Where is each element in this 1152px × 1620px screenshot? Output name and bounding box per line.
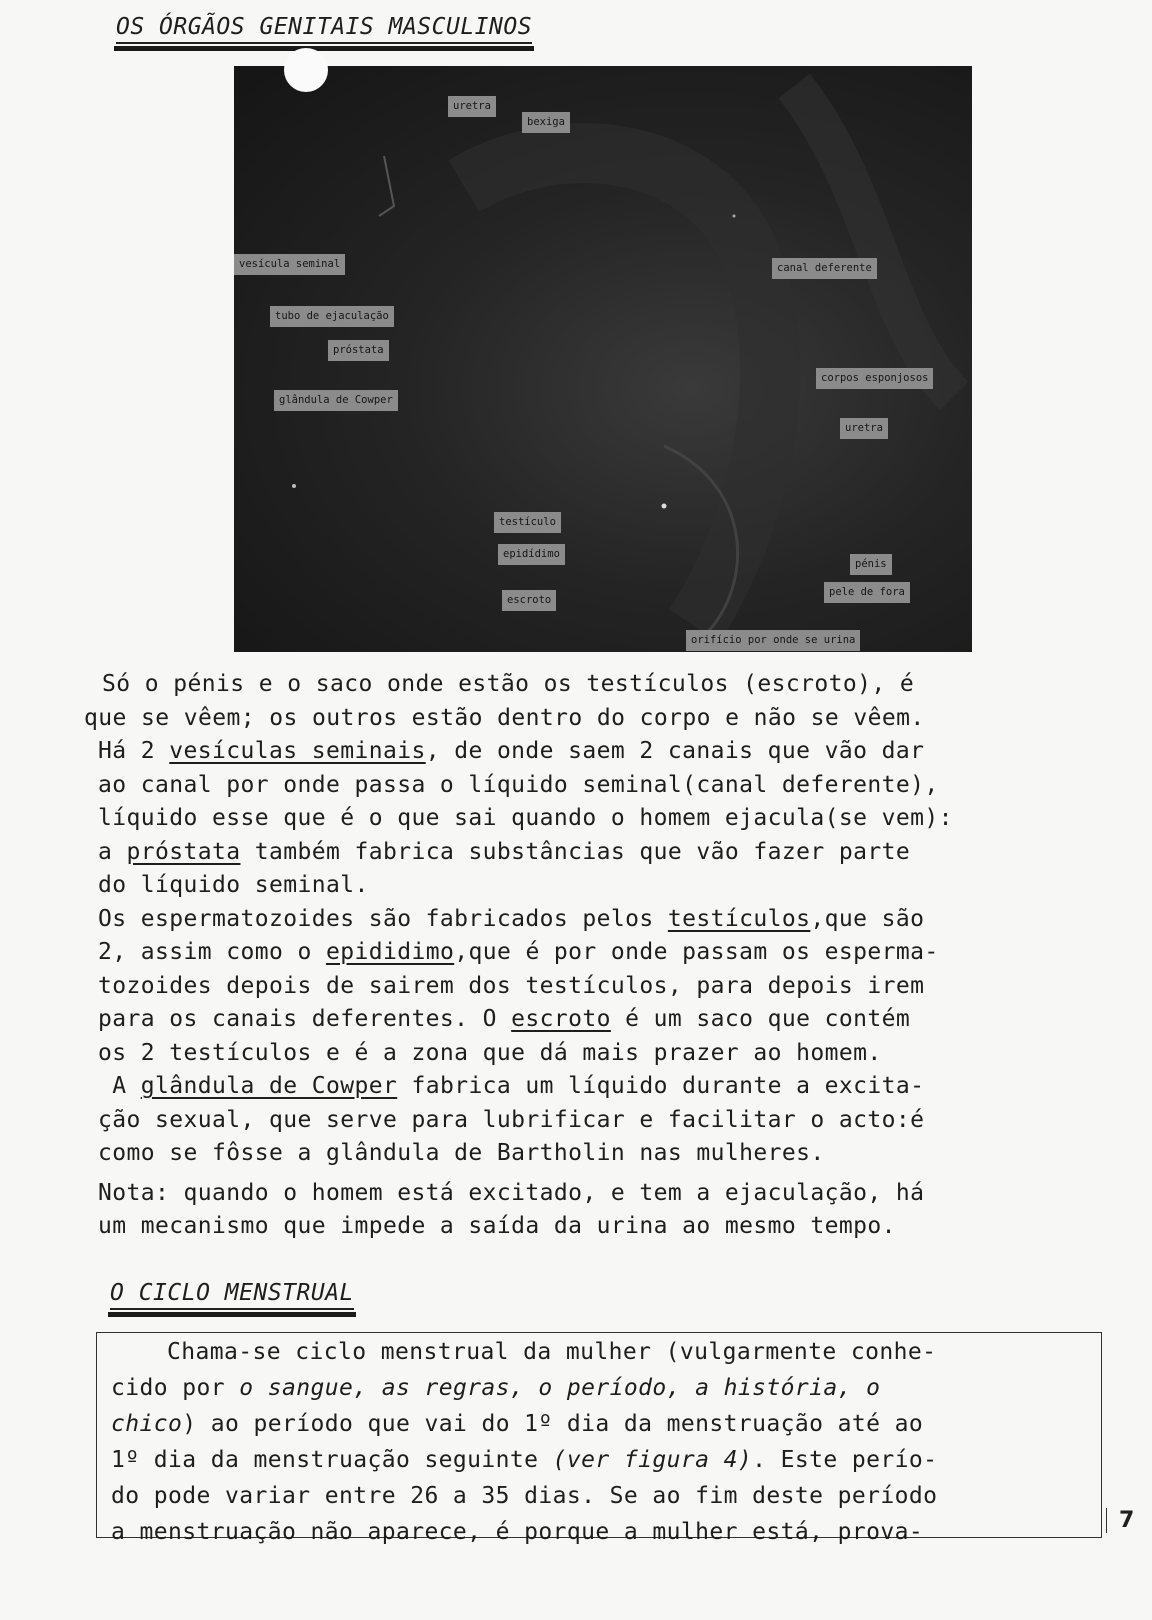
- label-pele-de-fora: pele de fora: [824, 582, 910, 603]
- term-vesiculas-seminais: vesículas seminais: [169, 738, 426, 764]
- text-segment: cido por: [111, 1375, 240, 1401]
- text-line: do líquido seminal.: [98, 872, 369, 898]
- text-segment: Os espermatozoides são fabricados pelos: [98, 905, 668, 932]
- label-tubo-ejaculacao: tubo de ejaculação: [270, 306, 394, 327]
- section-title-menstrual-cycle: O CICLO MENSTRUAL: [110, 1280, 354, 1310]
- text-line: [111, 1333, 1101, 1369]
- text-line: [111, 1405, 1101, 1441]
- label-uretra-mid: uretra: [840, 418, 888, 439]
- text-line: tozoides depois de sairem dos testículos, para depois irem: [98, 972, 925, 999]
- text-segment: também fabrica substâncias que vão fazer parte: [240, 838, 911, 865]
- text-segment: . Este perío-: [752, 1447, 938, 1473]
- page-number: 7: [1106, 1508, 1134, 1533]
- term-escroto: escroto: [511, 1006, 611, 1032]
- text-segment: , de onde saem 2 canais que vão dar: [425, 738, 925, 764]
- menstrual-cycle-box: [96, 1332, 1102, 1545]
- punch-hole: [284, 48, 328, 92]
- text-segment: é um saco que contém: [610, 1006, 911, 1032]
- text-line: [98, 1070, 1098, 1104]
- term-prostata: próstata: [126, 838, 241, 865]
- text-line: a menstruação não aparece, é porque a mulher está, prova-: [111, 1519, 924, 1545]
- figure-reference: (ver figura 4): [552, 1447, 753, 1473]
- text-line: [98, 1003, 1098, 1037]
- text-line: os 2 testículos e é a zona que dá mais prazer ao homem.: [98, 1039, 882, 1066]
- text-segment: Chama-se ciclo menstrual da mulher (vulgarmente conhe-: [167, 1339, 937, 1365]
- text-line: [98, 836, 1098, 870]
- text-line: que se vêem; os outros estão dentro do corpo e não se vêem.: [84, 704, 925, 731]
- label-corpos-esponjosos: corpos esponjosos: [816, 368, 933, 389]
- italic-terms: chico: [111, 1411, 183, 1437]
- text-line: ção sexual, que serve para lubrificar e facilitar o acto:é: [98, 1106, 925, 1133]
- text-line: [98, 936, 1098, 970]
- label-testiculo: testículo: [494, 512, 561, 533]
- anatomy-figure: [234, 66, 972, 652]
- text-line: [111, 1441, 1101, 1477]
- text-line: ao canal por onde passa o líquido seminal(canal deferente),: [98, 771, 939, 798]
- text-line: [98, 903, 1098, 937]
- text-line: líquido esse que é o que sai quando o homem ejacula(se vem):: [98, 805, 953, 831]
- term-glandula-cowper: glândula de Cowper: [140, 1073, 398, 1099]
- text-line: [98, 735, 1098, 769]
- term-epididimo: epididimo: [325, 939, 455, 965]
- text-line: como se fôsse a glândula de Bartholin nas mulheres.: [98, 1140, 825, 1166]
- label-escroto: escroto: [502, 590, 556, 611]
- label-orificio: orifício por onde se urina: [686, 630, 860, 651]
- text-line: [111, 1369, 1101, 1405]
- label-prostata: próstata: [328, 340, 389, 361]
- italic-terms: o sangue, as regras, o período, a história, o: [239, 1375, 881, 1401]
- text-segment: a: [98, 838, 127, 865]
- text-segment: 1º dia da menstruação seguinte: [111, 1447, 553, 1473]
- label-canal-deferente: canal deferente: [772, 258, 877, 279]
- label-penis: pénis: [850, 554, 892, 575]
- text-line: Nota: quando o homem está excitado, e tem a ejaculação, há: [98, 1179, 925, 1206]
- label-uretra-top: uretra: [448, 96, 496, 117]
- text-segment: Há 2: [98, 738, 170, 764]
- text-segment: fabrica um líquido durante a excita-: [397, 1073, 925, 1099]
- text-segment: 2, assim como o: [98, 939, 326, 965]
- label-epididimo: epidídimo: [498, 544, 565, 565]
- text-line: Só o pénis e o saco onde estão os testículos (escroto), é: [102, 671, 915, 697]
- text-segment: A: [98, 1073, 141, 1099]
- text-line: um mecanismo que impede a saída da urina ao mesmo tempo.: [98, 1213, 896, 1239]
- text-segment: ) ao período que vai do 1º dia da menstruação até ao: [182, 1411, 924, 1437]
- label-vesicula-seminal: vesícula seminal: [234, 254, 345, 275]
- male-organs-paragraph: [84, 668, 1098, 1244]
- text-segment: ,que é por onde passam os esperma-: [454, 939, 939, 965]
- text-segment: para os canais deferentes. O: [98, 1006, 512, 1032]
- text-line: do pode variar entre 26 a 35 dias. Se ao fim deste período: [111, 1483, 938, 1509]
- label-bexiga: bexiga: [522, 112, 570, 133]
- text-segment: ,que são: [810, 905, 925, 932]
- section-title-male-organs: OS ÓRGÃOS GENITAIS MASCULINOS: [116, 14, 532, 44]
- term-testiculos: testículos: [667, 905, 811, 932]
- label-glandula-cowper: glândula de Cowper: [274, 390, 398, 411]
